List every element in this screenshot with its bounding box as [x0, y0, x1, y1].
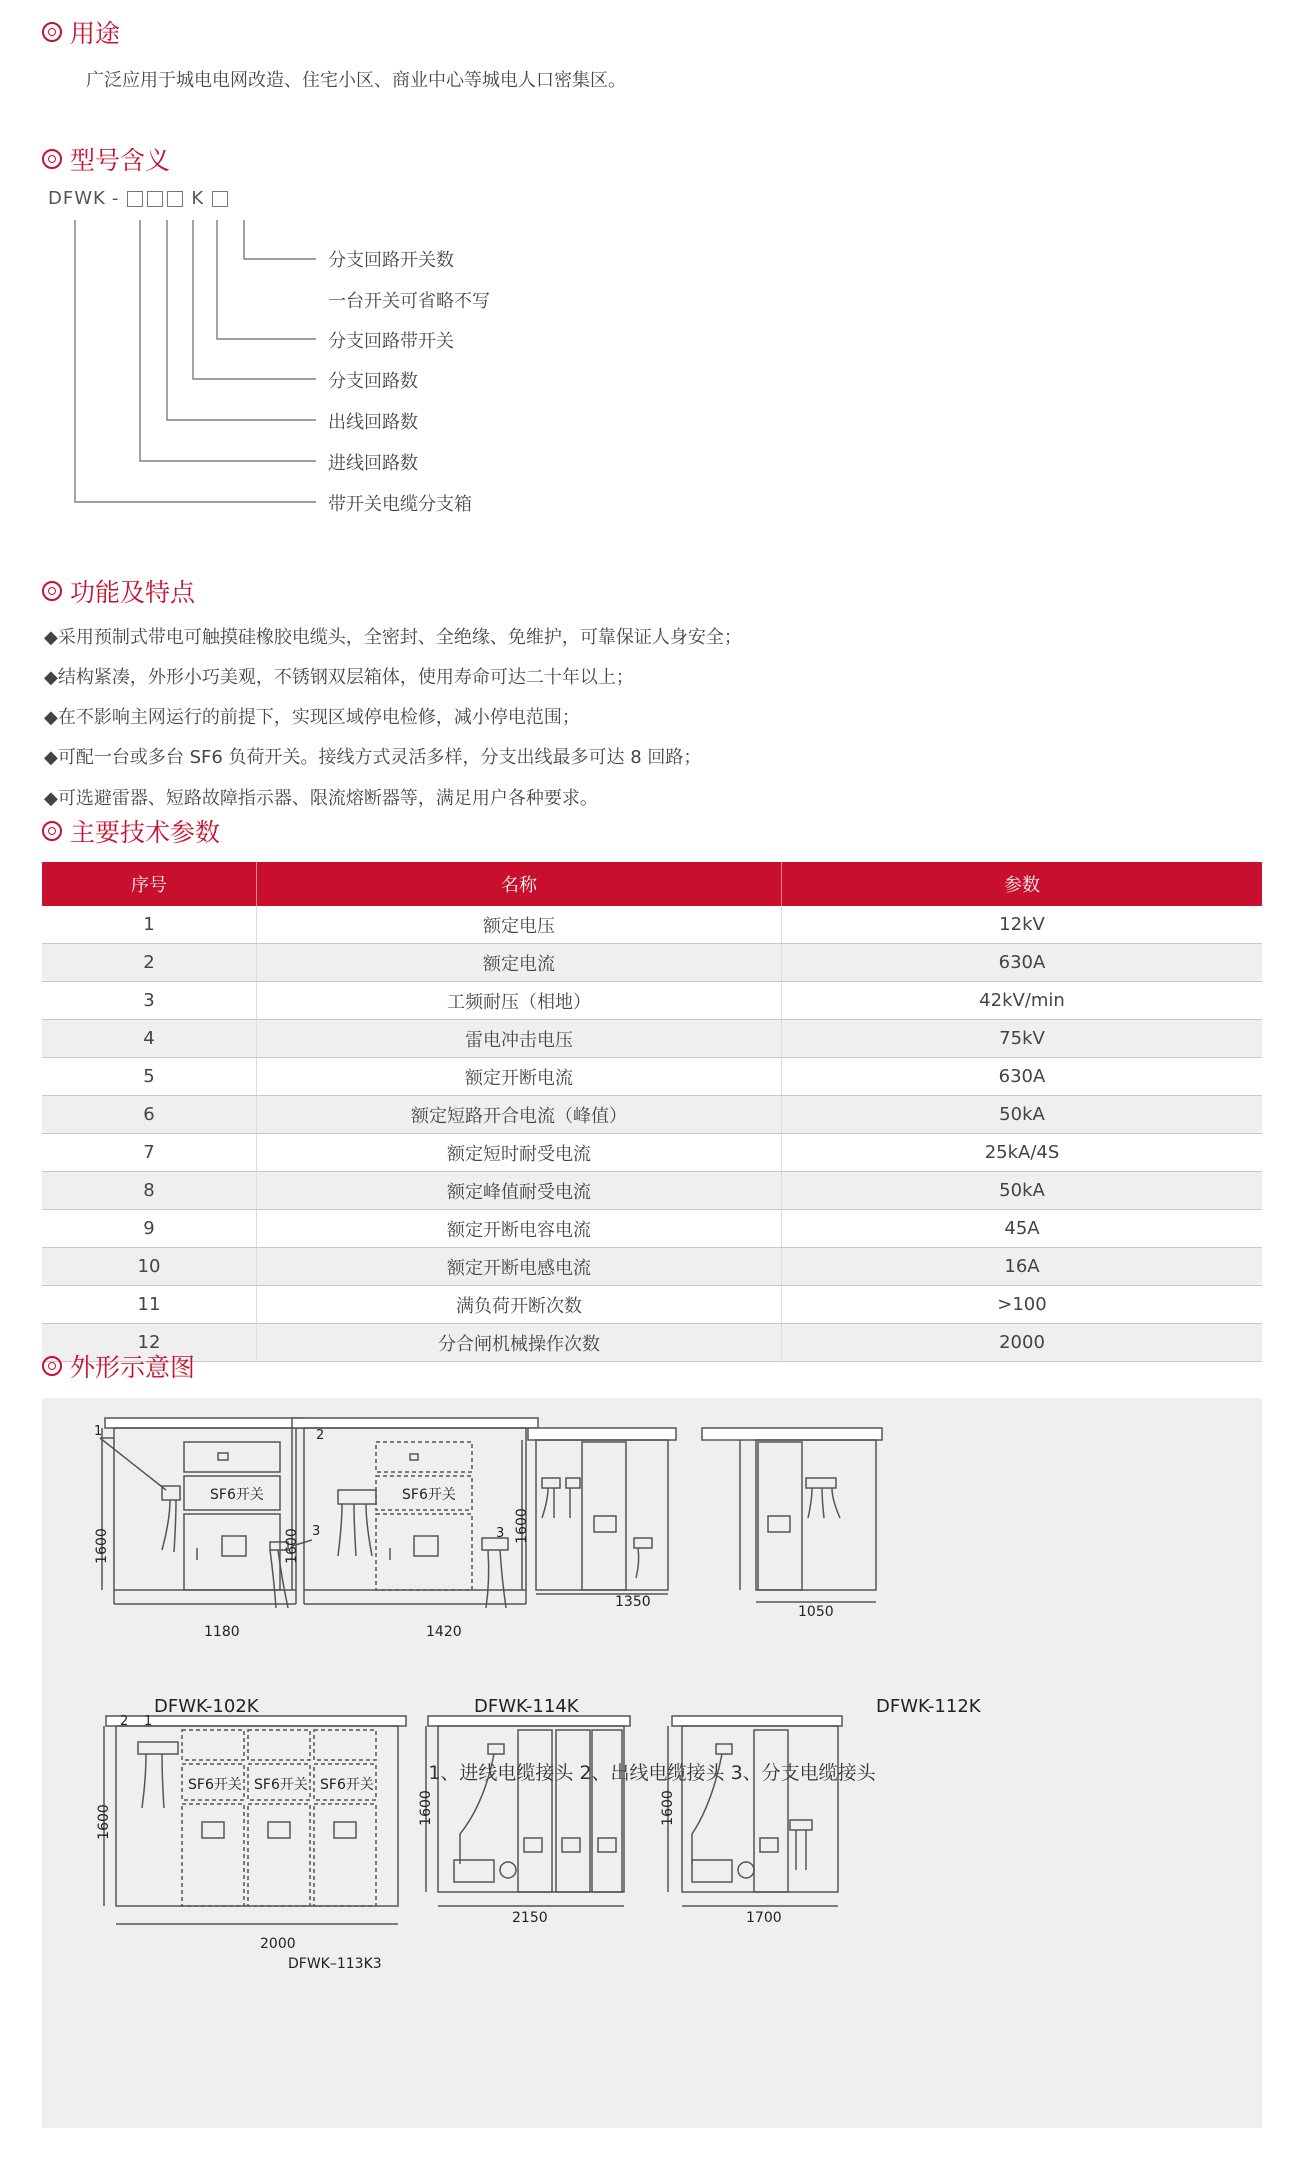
cell-value: 630A: [782, 944, 1263, 982]
sf6-label: SF6开关: [254, 1777, 308, 1793]
dim-width-panel6: 1700: [746, 1910, 782, 1926]
usage-title: 用途: [70, 19, 121, 48]
model-label: 带开关电缆分支箱: [328, 494, 472, 515]
cell-name: 分合闸机械操作次数: [257, 1324, 782, 1362]
cell-index: 4: [42, 1020, 257, 1058]
dim-height-114k: 1600: [283, 1528, 300, 1564]
cell-value: 25kA/4S: [782, 1134, 1263, 1172]
table-row: [42, 1096, 1262, 1134]
model-name-113k3: DFWK–113K3: [288, 1956, 382, 1972]
cell-value: 45A: [782, 1210, 1263, 1248]
cell-name: 额定开断电感电流: [257, 1248, 782, 1286]
feature-item: ◆结构紧凑，外形小巧美观，不锈钢双层箱体，使用寿命可达二十年以上；: [44, 667, 634, 688]
params-table: [42, 862, 1262, 1362]
sf6-label: SF6开关: [320, 1777, 374, 1793]
cell-index: 12: [42, 1324, 257, 1362]
table-row: [42, 1286, 1262, 1324]
params-body: [42, 906, 1262, 1362]
model-prefix: DFWK: [48, 188, 106, 209]
cell-value: 12kV: [782, 906, 1263, 944]
section-title-outline: [42, 1348, 195, 1384]
sf6-label: SF6开关: [402, 1487, 456, 1503]
dim-height-panel5: 1600: [417, 1790, 434, 1826]
sf6-label: SF6开关: [210, 1487, 264, 1503]
feature-item: ◆在不影响主网运行的前提下，实现区域停电检修，减小停电范围；: [44, 707, 580, 728]
header-value: 参数: [782, 862, 1263, 906]
callout-3: 3: [496, 1526, 505, 1541]
callout-2: 2: [120, 1714, 129, 1729]
cell-index: 11: [42, 1286, 257, 1324]
dim-height-113k3: 1600: [95, 1804, 112, 1840]
model-label: 分支回路数: [328, 371, 418, 392]
cell-value: 16A: [782, 1248, 1263, 1286]
model-label: 分支回路带开关: [328, 331, 454, 352]
table-row: [42, 1134, 1262, 1172]
cell-value: 630A: [782, 1058, 1263, 1096]
dim-width-112k-b: 1050: [798, 1604, 834, 1620]
circle-bullet-icon: [42, 1356, 62, 1376]
model-name-112k: DFWK-112K: [876, 1696, 981, 1717]
dim-width-113k3: 2000: [260, 1936, 296, 1952]
diagram-dfwk-112k-a: [522, 1428, 676, 1594]
cell-index: 5: [42, 1058, 257, 1096]
cell-name: 满负荷开断次数: [257, 1286, 782, 1324]
diagram-dfwk-113k3: [104, 1716, 406, 1924]
cable-legend: 1、进线电缆接头 2、出线电缆接头 3、分支电缆接头: [428, 1762, 876, 1784]
cell-name: 额定电压: [257, 906, 782, 944]
features-title: 功能及特点: [70, 578, 196, 607]
model-label: 一台开关可省略不写: [328, 291, 490, 312]
cell-value: 50kA: [782, 1096, 1263, 1134]
cell-index: 8: [42, 1172, 257, 1210]
outline-title: 外形示意图: [70, 1353, 196, 1382]
dim-width-112k-a: 1350: [615, 1594, 651, 1610]
table-row: [42, 1210, 1262, 1248]
params-title: 主要技术参数: [70, 818, 221, 847]
circle-bullet-icon: [42, 581, 62, 601]
feature-item: ◆采用预制式带电可触摸硅橡胶电缆头，全密封、全绝缘、免维护，可靠保证人身安全；: [44, 627, 742, 648]
model-dash: -: [111, 188, 120, 209]
model-k: K: [191, 188, 205, 209]
table-row: [42, 1172, 1262, 1210]
cell-index: 6: [42, 1096, 257, 1134]
model-label: 进线回路数: [328, 453, 418, 474]
model-label: 分支回路开关数: [328, 250, 454, 271]
header-index: 序号: [42, 862, 257, 906]
section-title-params: [42, 813, 220, 849]
cell-index: 2: [42, 944, 257, 982]
cell-name: 额定峰值耐受电流: [257, 1172, 782, 1210]
cell-value: 2000: [782, 1324, 1263, 1362]
dim-height-102k: 1600: [93, 1528, 110, 1564]
params-header-row: [42, 862, 1262, 906]
header-name: 名称: [257, 862, 782, 906]
diagram-dfwk-102k: [100, 1418, 312, 1608]
cell-name: 额定电流: [257, 944, 782, 982]
usage-text: 广泛应用于城电电网改造、住宅小区、商业中心等城电人口密集区。: [86, 70, 626, 91]
cell-value: 50kA: [782, 1172, 1263, 1210]
dim-width-114k: 1420: [426, 1624, 462, 1640]
model-label: 出线回路数: [328, 412, 418, 433]
cell-index: 9: [42, 1210, 257, 1248]
section-title-features: [42, 573, 195, 609]
feature-item: ◆可选避雷器、短路故障指示器、限流熔断器等，满足用户各种要求。: [44, 788, 598, 809]
cell-name: 额定短时耐受电流: [257, 1134, 782, 1172]
model-name-102k: DFWK-102K: [154, 1696, 259, 1717]
cell-index: 1: [42, 906, 257, 944]
model-title: 型号含义: [70, 146, 171, 175]
cell-value: 75kV: [782, 1020, 1263, 1058]
circle-bullet-icon: [42, 821, 62, 841]
sf6-label: SF6开关: [188, 1777, 242, 1793]
outline-diagram-panel: [42, 1398, 1262, 2128]
callout-1: 1: [94, 1424, 103, 1439]
diagram-panel-5: [426, 1716, 630, 1906]
cell-name: 额定开断电容电流: [257, 1210, 782, 1248]
cell-index: 10: [42, 1248, 257, 1286]
table-row: [42, 1324, 1262, 1362]
diagram-dfwk-114k: [292, 1418, 538, 1608]
diagram-dfwk-112k-b: [702, 1428, 882, 1602]
dim-width-panel5: 2150: [512, 1910, 548, 1926]
callout-3: 3: [312, 1524, 321, 1539]
table-row: [42, 944, 1262, 982]
cell-value: 42kV/min: [782, 982, 1263, 1020]
cell-name: 雷电冲击电压: [257, 1020, 782, 1058]
callout-1: 1: [144, 1714, 153, 1729]
dim-height-112k-a: 1600: [513, 1508, 530, 1544]
table-row: [42, 1058, 1262, 1096]
cell-name: 工频耐压（相地）: [257, 982, 782, 1020]
cell-value: >100: [782, 1286, 1263, 1324]
cell-index: 3: [42, 982, 257, 1020]
diagram-panel-6: [668, 1716, 842, 1906]
dim-height-panel6: 1600: [659, 1790, 676, 1826]
table-row: [42, 1020, 1262, 1058]
table-row: [42, 1248, 1262, 1286]
model-leader-lines: [0, 0, 1300, 520]
feature-item: ◆可配一台或多台 SF6 负荷开关。接线方式灵活多样，分支出线最多可达 8 回路；: [44, 747, 702, 768]
cell-name: 额定开断电流: [257, 1058, 782, 1096]
cell-index: 7: [42, 1134, 257, 1172]
model-name-114k: DFWK-114K: [474, 1696, 579, 1717]
table-row: [42, 982, 1262, 1020]
table-row: [42, 906, 1262, 944]
cell-name: 额定短路开合电流（峰值）: [257, 1096, 782, 1134]
dim-width-102k: 1180: [204, 1624, 240, 1640]
callout-2: 2: [316, 1428, 325, 1443]
